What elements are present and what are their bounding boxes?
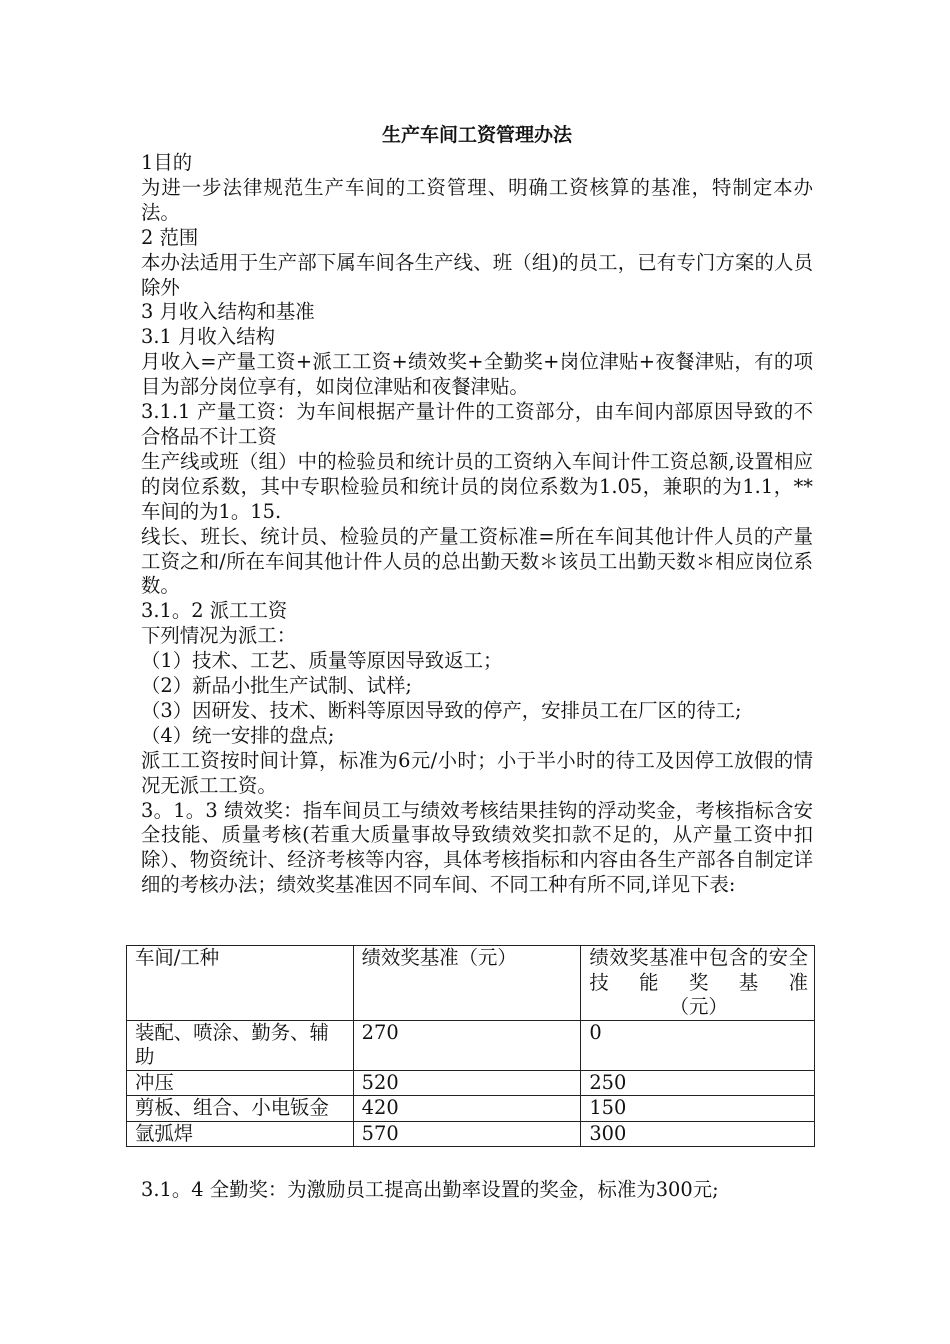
paragraph-dispatch-rate: 派工工资按时间计算，标准为6元/小时；小于半小时的待工及因停工放假的情况无派工工资。 <box>141 748 813 797</box>
table-cell: 0 <box>581 1020 815 1070</box>
paragraph-leader-wage: 线长、班长、统计员、检验员的产量工资标准=所在车间其他计件人员的产量工资之和/所在车间其他计件人员的总出勤天数＊该员工出勤天数＊相应岗位系数。 <box>141 524 813 598</box>
table-header-cell <box>581 946 815 1021</box>
heading-3-income-structure: 3 月收入结构和基准 <box>141 300 315 324</box>
paragraph-purpose: 为进一步法律规范生产车间的工资管理、明确工资核算的基准，特制定本办法。 <box>141 175 813 224</box>
table-header-unit: （元） <box>669 995 728 1018</box>
table-cell: 氩弧焊 <box>127 1121 354 1147</box>
paragraph-3-1-1: 3.1.1 产量工资：为车间根据产量计件的工资部分，由车间内部原因导致的不合格品不计工资 <box>141 400 813 448</box>
paragraph-3-1-3: 3。1。3 绩效奖：指车间员工与绩效考核结果挂钩的浮动奖金，考核指标含安全技能、质量考核(若重大质量事故导致绩效奖扣款不足的，从产量工资中扣除）、物资统计、经济考核等内容，具体考核指标和内容由各生产部各自制定详细的考核办法；绩效奖基准因不同车间、不同工种有所不同,详见下表: <box>141 798 813 897</box>
list-item-2: （2）新品小批生产试制、试样; <box>141 674 412 698</box>
table-header-cell: 车间/工种 <box>127 946 354 1021</box>
table-header-row <box>127 946 815 1021</box>
table-header-text: 绩效奖基准中包含的安全技能奖基准 <box>589 946 808 994</box>
table-cell: 520 <box>353 1070 581 1096</box>
paragraph-scope: 本办法适用于生产部下属车间各生产线、班（组)的员工，已有专门方案的人员除外 <box>141 250 813 299</box>
table-cell: 剪板、组合、小电钣金 <box>127 1096 354 1122</box>
table-row <box>127 1096 815 1122</box>
heading-3-1: 3.1 月收入结构 <box>141 325 275 349</box>
heading-1-purpose: 1目的 <box>141 151 193 174</box>
heading-3-1-2: 3.1。2 派工工资 <box>141 599 288 623</box>
paragraph-dispatch-intro: 下列情况为派工： <box>141 624 297 648</box>
heading-2-scope: 2 范围 <box>141 225 199 249</box>
paragraph-3-1-4: 3.1。4 全勤奖：为激励员工提高出勤率设置的奖金，标准为300元; <box>141 1178 719 1201</box>
table-cell: 冲压 <box>127 1070 354 1096</box>
performance-bonus-table <box>126 945 815 1147</box>
table-row <box>127 1020 815 1070</box>
list-item-3: （3）因研发、技术、断料等原因导致的停产，安排员工在厂区的待工; <box>141 698 742 722</box>
document-body <box>141 122 813 898</box>
paragraph-income-formula: 月收入=产量工资+派工工资+绩效奖+全勤奖+岗位津贴+夜餐津贴，有的项目为部分岗位享有，如岗位津贴和夜餐津贴。 <box>141 350 813 399</box>
table-cell: 150 <box>581 1096 815 1122</box>
table-header-cell: 绩效奖基准（元） <box>353 946 581 1021</box>
table-row <box>127 1070 815 1096</box>
document-title: 生产车间工资管理办法 <box>381 124 572 146</box>
table-row <box>127 1121 815 1147</box>
table-cell: 300 <box>581 1121 815 1147</box>
table-cell: 570 <box>353 1121 581 1147</box>
table-cell: 装配、喷涂、勤务、辅助 <box>127 1020 354 1070</box>
table-cell: 270 <box>353 1020 581 1070</box>
list-item-4: （4）统一安排的盘点; <box>141 723 335 747</box>
paragraph-inspector-wage: 生产线或班（组）中的检验员和统计员的工资纳入车间计件工资总额,设置相应的岗位系数，其中专职检验员和统计员的岗位系数为1.05，兼职的为1.1，**车间的为1。15. <box>141 449 813 523</box>
list-item-1: （1）技术、工艺、质量等原因导致返工； <box>141 649 503 673</box>
table-cell: 250 <box>581 1070 815 1096</box>
table-cell: 420 <box>353 1096 581 1122</box>
